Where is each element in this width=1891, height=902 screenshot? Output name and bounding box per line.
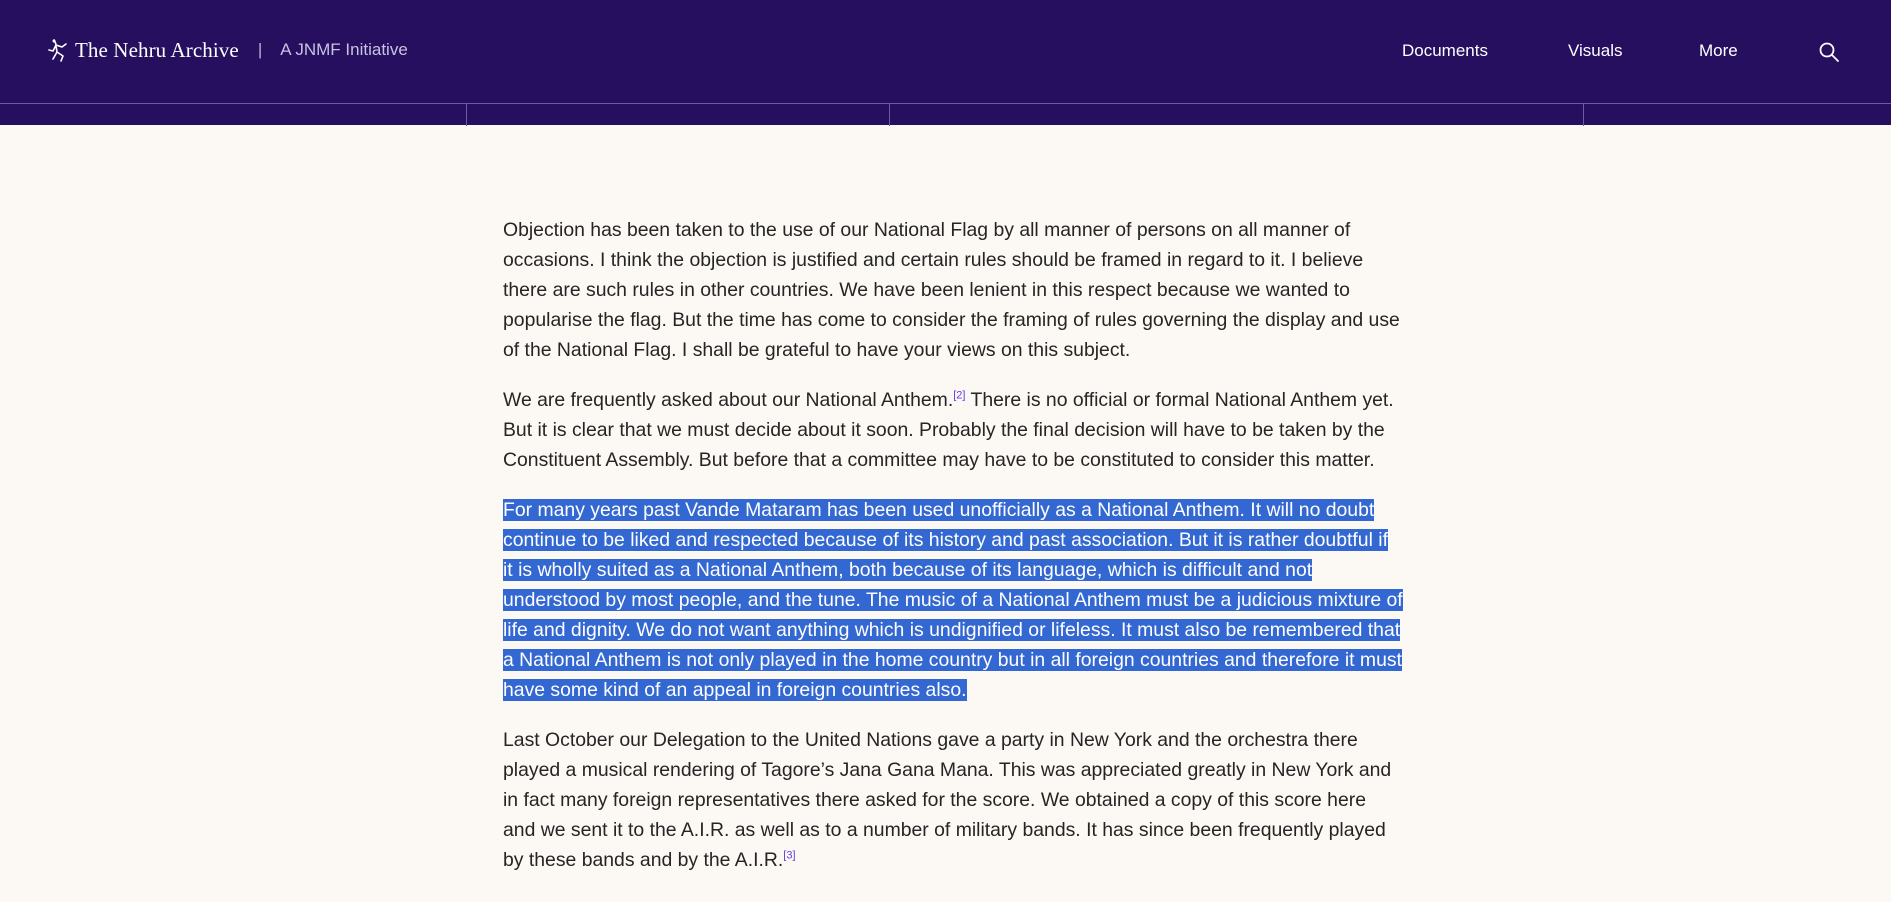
column-divider: [889, 104, 890, 126]
column-divider: [1583, 104, 1584, 126]
paragraph-jana-gana-mana: [503, 725, 1403, 875]
brand-separator: |: [257, 40, 263, 59]
search-icon[interactable]: [1818, 41, 1840, 63]
paragraph-flag-rules: Objection has been taken to the use of our National Flag by all manner of persons on all manner of occasions. I think the objection is justified and certain rules should be framed in regard to it. I believe there are such rules in other countries. We have been lenient in this respect because we wanted to popularise the flag. But the time has come to consider the framing of rules governing the display and use of the National Flag. I shall be grateful to have your views on this subject.: [503, 219, 1400, 361]
paragraph-text: We are frequently asked about our National Anthem.: [503, 389, 954, 411]
column-divider: [466, 104, 467, 126]
footnote-link[interactable]: [2]: [953, 389, 966, 402]
nav-documents[interactable]: Documents: [1402, 41, 1488, 60]
paragraph-vande-mataram: [503, 495, 1403, 705]
document-body: [503, 215, 1403, 895]
site-name: The Nehru Archive: [75, 37, 239, 62]
selected-text: For many years past Vande Mataram has been used unofficially as a National Anthem. It will no doubt continue to be liked and respected because of its history and past association. But it is rather doubtful if it is wholly suited as a National Anthem, both because of its language, which is difficult and not understood by most people, and the tune. The music of a National Anthem must be a judicious mixture of life and dignity. We do not want anything which is undignified or lifeless. It must also be remembered that a National Anthem is not only played in the home country but in all foreign countries and therefore it must have some kind of an appeal in foreign countries also.: [503, 499, 1403, 701]
footnote-link[interactable]: [3]: [783, 849, 796, 862]
nav-more[interactable]: More: [1699, 41, 1738, 60]
site-home-link[interactable]: [45, 36, 408, 64]
paragraph-national-anthem: [503, 385, 1403, 475]
nav-visuals[interactable]: Visuals: [1568, 41, 1623, 60]
site-tagline: A JNMF Initiative: [280, 40, 408, 59]
header-divider-band: [0, 103, 1891, 125]
site-header: [0, 0, 1891, 103]
paragraph-text: There is no official or formal National Anthem yet. But it is clear that we must decide about it soon. Probably the final decision will have to be taken by the Constituent Assembly. But before that a committee may have to be constituted to consider this matter.: [503, 389, 1394, 471]
dancer-logo-icon: [45, 37, 71, 63]
paragraph-text: Last October our Delegation to the United Nations gave a party in New York and the orchestra there played a musical rendering of Tagore’s Jana Gana Mana. This was appreciated greatly in New York and in fact many foreign representatives there asked for the score. We obtained a copy of this score here and we sent it to the A.I.R. as well as to a number of military bands. It has since been frequently played by these bands and by the A.I.R.: [503, 729, 1392, 871]
